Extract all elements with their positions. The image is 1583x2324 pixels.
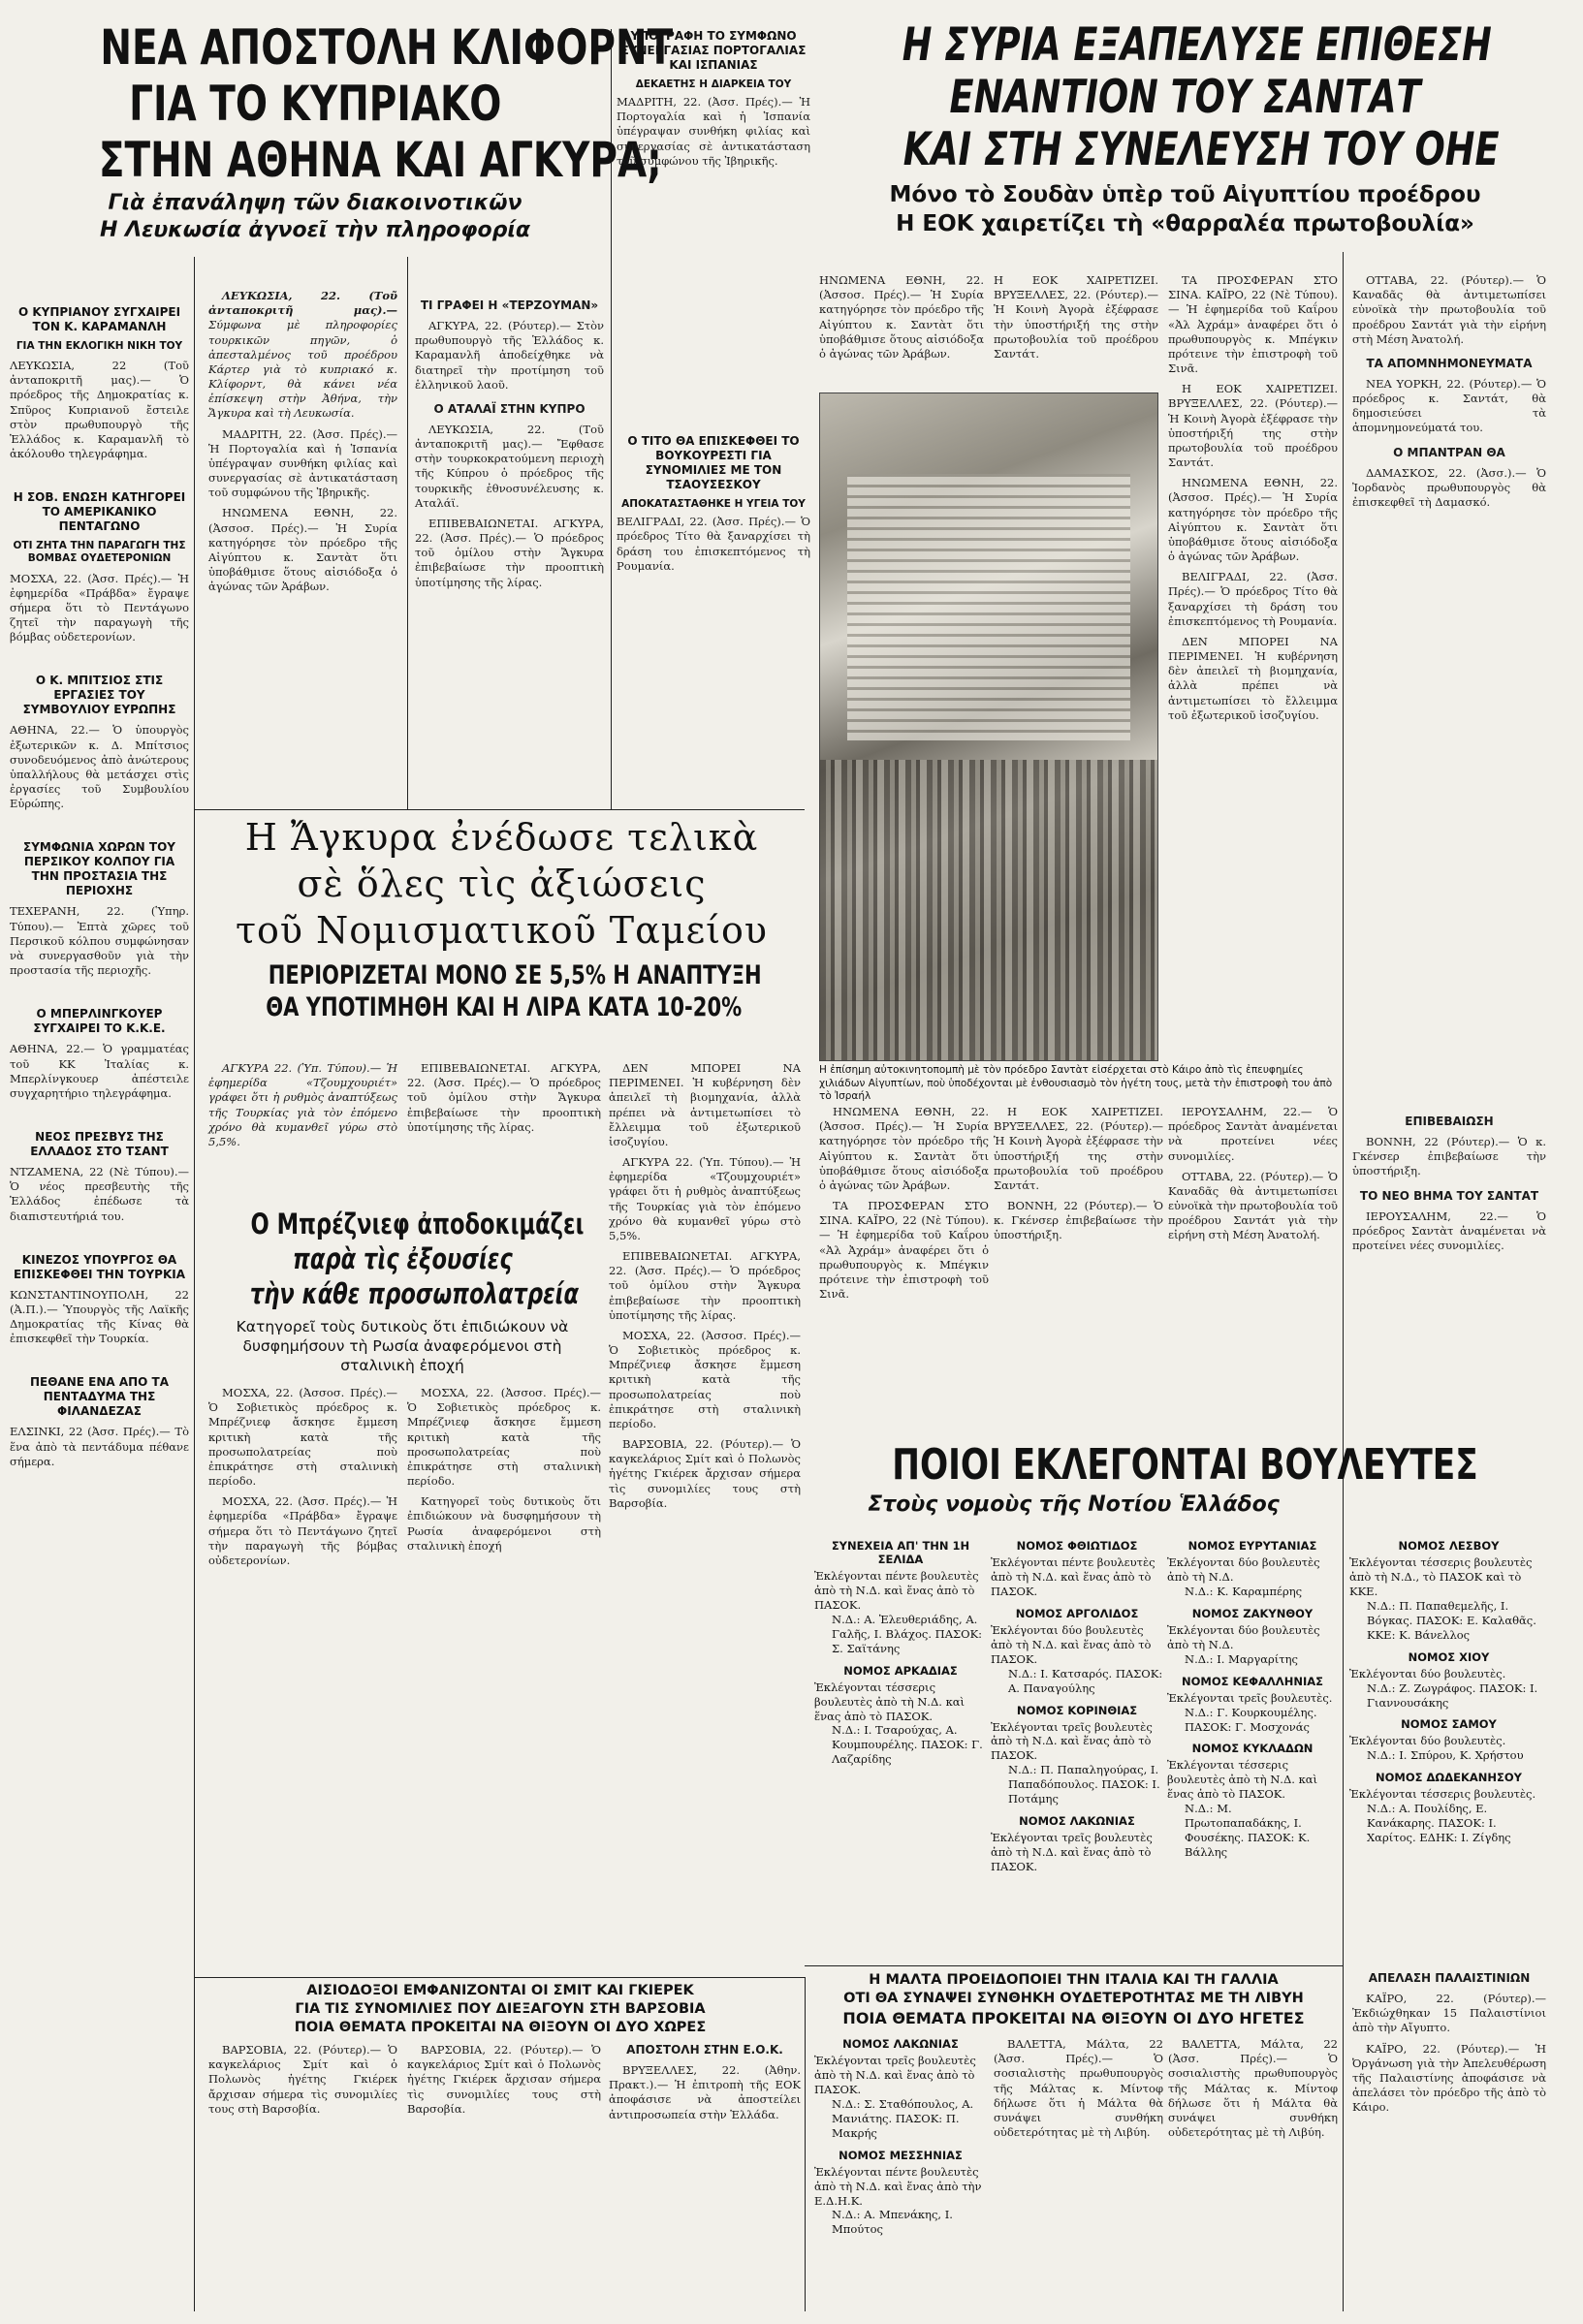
district-text: Ἐκλέγονται πέντε βουλευτὲς ἀπὸ τὴ Ν.Δ. καὶ ἕνας ἀπὸ τὴν Ε.Δ.Η.Κ. [814, 2164, 982, 2208]
body-paragraph: ΜΟΣΧΑ, 22. (Ἀσσ. Πρές).— Ἡ ἐφημερίδα «Πράβδα» ἔγραψε σήμερα ὅτι τὸ Πεντάγωνο ζητεῖ τὴν παραγωγὴ τῆς βόμβας οὐδετερονίων. [208, 1494, 397, 1567]
district-heading: ΝΟΜΟΣ ΖΑΚΥΝΘΟΥ [1191, 1606, 1314, 1620]
body-paragraph: ΤΑ ΠΡΟΣΦΕΡΑΝ ΣΤΟ ΣΙΝΑ. ΚΑΪΡΟ, 22 (Νὲ Τύπου).— Ἡ ἐφημερίδα τοῦ Καΐρου «Ἀλ Ἀχράμ» ἀναφέρει ὅτι ὁ πρωθυπουργὸς κ. Μπέγκιν πρότεινε τὴν ἐπιστροφὴ τοῦ Σινᾶ. [1168, 273, 1338, 376]
subhead: ΘΑ ΥΠΟΤΙΜΗΘΗ ΚΑΙ Η ΛΙΡΑ ΚΑΤΑ 10-20% [266, 992, 743, 1022]
body-paragraph: ΕΠΙΒΕΒΑΙΩΝΕΤΑΙ. ΑΓΚΥΡΑ, 22. (Ἀσσ. Πρές).— Ὁ πρόεδρος τοῦ ὁμίλου στὴν Ἄγκυρα ἐπιβεβαίωσε τὴν προοπτικὴ ὑποτίμησης τῆς λίρας. [407, 1061, 601, 1134]
district-names: Ν.Δ.: Α. Πουλίδης, Ε. Κανάκαρης. ΠΑΣΟΚ: Ι. Χαρίτος. ΕΔΗΚ: Ι. Ζίγδης [1367, 1802, 1511, 1845]
sidebar-title: ΣΥΜΦΩΝΙΑ ΧΩΡΩΝ ΤΟΥ ΠΕΡΣΙΚΟΥ ΚΟΛΠΟΥ ΓΙΑ ΤΗΝ ΠΡΟΣΤΑΣΙΑ ΤΗΣ ΠΕΡΙΟΧΗΣ [23, 840, 175, 898]
district-heading: ΝΟΜΟΣ ΧΙΟΥ [1408, 1649, 1490, 1664]
body-paragraph: ΔΑΜΑΣΚΟΣ, 22. (Ἀσσ.).— Ὁ Ἰορδανὸς πρωθυπουργὸς θὰ ἐπισκεφθεῖ τὴ Δαμασκό. [1352, 465, 1546, 509]
body-paragraph: ΒΕΛΙΓΡΑΔΙ, 22. (Ἀσσ. Πρές).— Ὁ πρόεδρος Τίτο θὰ ξαναρχίσει τὴ δράση του ἐπισκεπτόμενος τὴ Ρουμανία. [1168, 570, 1338, 628]
body-paragraph: ΙΕΡΟΥΣΑΛΗΜ, 22.— Ὁ πρόεδρος Σαντὰτ ἀναμένεται νὰ προτείνει νέες συνομιλίες. [1168, 1105, 1338, 1163]
sidebar-text: ΝΤΖΑΜΕΝΑ, 22 (Νὲ Τύπου).— Ὁ νέος πρεσβευτὴς τῆς Ἑλλάδος ἐπέδωσε τὰ διαπιστευτήριά του. [10, 1165, 189, 1223]
sidebar-title: ΚΙΝΕΖΟΣ ΥΠΟΥΡΓΟΣ ΘΑ ΕΠΙΣΚΕΦΘΕΙ ΤΗΝ ΤΟΥΡΚΙΑ [13, 1252, 185, 1281]
headline-line-2: σὲ ὅλες τὶς ἀξιώσεις [297, 863, 707, 905]
body-paragraph: ΚΑΪΡΟ, 22. (Ρόυτερ).— Ἐκδιώχθηκαν 15 Παλαιστίνιοι ἀπὸ τὴν Αἴγυπτο. [1352, 1992, 1546, 2035]
sidebar-sub: ΟΤΙ ΖΗΤΑ ΤΗΝ ΠΑΡΑΓΩΓΗ ΤΗΣ ΒΟΜΒΑΣ ΟΥΔΕΤΕΡΟΝΙΩΝ [13, 540, 186, 565]
district-text: Ἐκλέγονται δύο βουλευτὲς. [1349, 1666, 1506, 1680]
story-divider [194, 1977, 805, 1978]
body-paragraph: ΒΟΝΝΗ, 22 (Ρόυτερ).— Ὁ κ. Γκένσερ ἐπιβεβαίωσε τὴν ὑποστήριξη. [994, 1199, 1163, 1242]
sidebar-text: ΜΟΣΧΑ, 22. (Ἀσσ. Πρές).— Ἡ ἐφημερίδα «Πράβδα» ἔγραψε σήμερα ὅτι τὸ Πεντάγωνο ζητεῖ τὴν παραγωγὴ τῆς βόμβας οὐδετερονίων. [10, 571, 189, 644]
headline-line-3: τὴν κάθε προσωπολατρεία [249, 1277, 580, 1310]
district-heading: ΝΟΜΟΣ ΛΕΣΒΟΥ [1398, 1539, 1500, 1553]
body-paragraph: Η ΕΟΚ ΧΑΙΡΕΤΙΖΕΙ. ΒΡΥΞΕΛΛΕΣ, 22. (Ρόυτερ).— Ἡ Κοινὴ Ἀγορὰ ἐξέφρασε τὴν ὑποστήριξή της στὴν πρωτοβουλία τοῦ προέδρου Σαντάτ. [994, 1105, 1163, 1192]
elections-continued: ΣΥΝΕΧΕΙΑ ΑΠ' ΤΗΝ 1Η ΣΕΛΙΔΑ [831, 1539, 970, 1566]
body-paragraph: ΗΝΩΜΕΝΑ ΕΘΝΗ, 22. (Ἀσσοσ. Πρές).— Ἡ Συρία κατηγόρησε τὸν πρόεδρο τῆς Αἰγύπτου κ. Σαντὰτ ὅτι ὑποβάθμισε ὅτους αἰσιόδοξα ὁ ἀγώνας τῶν Ἀράβων. [1168, 476, 1338, 564]
story-title: ΥΠΟΓΡΑΦΗ ΤΟ ΣΥΜΦΩΝΟ ΣΥΝΕΡΓΑΣΙΑΣ ΠΟΡΤΟΓΑΛΙΑΣ ΚΑΙ ΙΣΠΑΝΙΑΣ [620, 29, 807, 72]
smith-story-header [199, 1982, 802, 2038]
body-paragraph: ΝΕΑ ΥΟΡΚΗ, 22. (Ρόυτερ).— Ὁ πρόεδρος κ. Σαντάτ, θὰ δημοσιεύσει τὰ ἀπομνημονεύματά του. [1352, 376, 1546, 435]
headline-line-1: Η Ἄγκυρα ἐνέδωσε τελικὰ [244, 816, 759, 859]
district-names: Ν.Δ.: Π. Παπαθεμελῆς, Ι. Βόγκας. ΠΑΣΟΚ: Ε. Καλαθᾶς. ΚΚΕ: Κ. Βάνελλος [1367, 1598, 1536, 1642]
elections-col-cont [814, 2037, 987, 2313]
district-names: Ν.Δ.: Μ. Πρωτοπαπαδάκης, Ι. Φουσέκης. ΠΑΣΟΚ: Κ. Βάλλης [1185, 1802, 1311, 1860]
headline-line-1: Ο Μπρέζνιεφ ἀποδοκιμάζει [250, 1208, 585, 1241]
story-title: ΤΟ ΝΕΟ ΒΗΜΑ ΤΟΥ ΣΑΝΤΑΤ [1359, 1188, 1539, 1203]
body-paragraph: ΑΓΚΥΡΑ 22. (Ὑπ. Τύπου).— Ἡ ἐφημερίδα «Τζουμχουριέτ» γράφει ὅτι ἡ ρυθμὸς ἀναπτύξεως τῆς Τουρκίας γιὰ τὸν ἐπόμενο χρόνο θὰ κυμανθεῖ γύρω στὸ 5,5%. [208, 1061, 397, 1148]
body-paragraph: ΔΕΝ ΜΠΟΡΕΙ ΝΑ ΠΕΡΙΜΕΝΕΙ. Ἡ κυβέρνηση δὲν ἀπειλεῖ τὴ βιομηχανία, ἀλλὰ πρέπει νὰ ἀντιμετωπίσει τὸ ἔλλειμμα τοῦ ἐξωτερικοῦ ἰσοζυγίου. [609, 1061, 801, 1148]
body-paragraph: Η ΕΟΚ ΧΑΙΡΕΤΙΖΕΙ. ΒΡΥΞΕΛΛΕΣ, 22. (Ρόυτερ).— Ἡ Κοινὴ Ἀγορὰ ἐξέφρασε τὴν ὑποστήριξή της στὴν πρωτοβουλία τοῦ προέδρου Σαντάτ. [1168, 382, 1338, 470]
right-text-col-3 [1168, 273, 1338, 1068]
sidebar-item [10, 1375, 189, 1469]
sidebar-text: ΑΘΗΝΑ, 22.— Ὁ ὑπουργὸς ἐξωτερικῶν κ. Δ. Μπίτσιος συνοδευόμενος ἀπὸ ἀνώτερους ὑπαλλήλους θὰ μετάσχει στὶς ἐργασίες τοῦ Συμβουλίου Εὐρώπης. [10, 723, 189, 811]
district-text: Ἐκλέγονται πέντε βουλευτὲς ἀπὸ τὴ Ν.Δ. καὶ ἕνας ἀπὸ τὸ ΠΑΣΟΚ. [814, 1569, 979, 1612]
district-names: Ν.Δ.: Σ. Σταθόπουλος, Α. Μανιάτης. ΠΑΣΟΚ: Π. Μακρής [832, 2096, 974, 2140]
body-paragraph: ΒΑΡΣΟΒΙΑ, 22. (Ρόυτερ).— Ὁ καγκελάριος Σμίτ καὶ ὁ Πολωνὸς ἡγέτης Γκιέρεκ ἄρχισαν σήμερα τὶς συνομιλίες τους στὴ Βαρσοβία. [407, 2043, 601, 2116]
body-paragraph: ΜΑΔΡΙΤΗ, 22. (Ἀσσ. Πρές).— Ἡ Πορτογαλία καὶ ἡ Ἱσπανία ὑπέγραψαν συνθήκη φιλίας καὶ συνεργασίας σὲ ἀντικατάσταση τοῦ συμφώνου τῆς Ἰβηρικῆς. [208, 426, 397, 500]
district-names: Ν.Δ.: Κ. Καραμπέρης [1185, 1584, 1303, 1598]
brezhnev-text-col-2 [407, 1386, 601, 1967]
sidebar-item [10, 490, 189, 644]
story-title: ΕΠΙΒΕΒΑΙΩΣΗ [1405, 1115, 1494, 1128]
imf-text-col-2 [407, 1061, 601, 1207]
story-title: ΟΤΙ ΘΑ ΣΥΝΑΨΕΙ ΣΥΝΘΗΚΗ ΟΥΔΕΤΕΡΟΤΗΤΑΣ ΜΕ ΤΗ ΛΙΒΥΗ [843, 1991, 1304, 2006]
sidebar-title: ΝΕΟΣ ΠΡΕΣΒΥΣ ΤΗΣ ΕΛΛΑΔΟΣ ΣΤΟ ΤΣΑΝΤ [30, 1130, 169, 1159]
far-right-text-2 [1352, 1105, 1546, 1434]
subhead: Γιὰ ἐπανάληψη τῶν διακοινοτικῶν [108, 191, 522, 215]
district-heading: ΝΟΜΟΣ ΚΟΡΙΝΘΙΑΣ [1016, 1703, 1138, 1717]
sidebar-item [10, 674, 189, 811]
district-names: Ν.Δ.: Γ. Κουρκουμέλης. ΠΑΣΟΚ: Γ. Μοσχονάς [1185, 1705, 1317, 1734]
story-title: ΑΠΟΣΤΟΛΗ ΣΤΗΝ Ε.Ο.Κ. [626, 2043, 783, 2057]
body-paragraph: ΟΤΤΑΒΑ, 22. (Ρόυτερ).— Ὁ Καναδᾶς θὰ ἀντιμετωπίσει εὐνοϊκὰ τὴν πρωτοβουλία τοῦ προέδρου Σαντάτ γιὰ τὴν εἰρήνη στὴ Μέση Ἀνατολή. [1352, 273, 1546, 346]
sidebar-text: ΤΕΧΕΡΑΝΗ, 22. (Ὑπηρ. Τύπου).— Ἑπτὰ χῶρες τοῦ Περσικοῦ κόλπου συμφώνησαν νὰ συνεργασθοῦν γιὰ τὴν προστασία τῆς περιοχῆς. [10, 904, 189, 978]
body-paragraph: ΑΓΚΥΡΑ 22. (Ὑπ. Τύπου).— Ἡ ἐφημερίδα «Τζουμχουριέτ» γράφει ὅτι ἡ ρυθμὸς ἀναπτύξεως τῆς Τουρκίας γιὰ τὸν ἐπόμενο χρόνο θὰ κυμανθεῖ γύρω στὸ 5,5%. [609, 1155, 801, 1242]
district-names: Ν.Δ.: Ι. Τσαρούχας, Α. Κουμπουρέλης. ΠΑΣΟΚ: Γ. Λαζαρίδης [832, 1723, 983, 1767]
district-text: Ἐκλέγονται πέντε βουλευτὲς ἀπὸ τὴ Ν.Δ. καὶ ἕνας ἀπὸ τὸ ΠΑΣΟΚ. [991, 1555, 1156, 1598]
elections-header [809, 1439, 1478, 1531]
story-sub: ΔΕΚΑΕΤΗΣ Η ΔΙΑΡΚΕΙΑ ΤΟΥ [635, 79, 792, 90]
headline-line-3: ΚΑΙ ΣΤΗ ΣΥΝΕΛΕΥΣΗ ΤΟΥ ΟΗΕ [902, 123, 1500, 176]
malta-text-col-1 [994, 2037, 1163, 2313]
right-text-col-2: Η ΕΟΚ ΧΑΙΡΕΤΙΖΕΙ. ΒΡΥΞΕΛΛΕΣ, 22. (Ρόυτερ).— Ἡ Κοινὴ Ἀγορὰ ἐξέφρασε τὴν ὑποστήριξή της στὴν πρωτοβουλία τοῦ προέδρου Σαντάτ. [994, 273, 1158, 361]
malta-text-col-2 [1168, 2037, 1338, 2313]
lead-text: Σύμφωνα μὲ πληροφορίες τουρκικῶν πηγῶν, ὁ ἀπεσταλμένος τοῦ προέδρου Κάρτερ γιὰ τὸ κυπριακό κ. Κλίφορντ, θὰ κάνει νέα ἐπίσκεψη στὴν Ἀθήνα, τὴν Ἄγκυρα καὶ τὴ Λευκωσία. [208, 318, 397, 421]
district-text: Ἐκλέγονται τέσσερις βουλευτὲς ἀπὸ τὴ Ν.Δ. καὶ ἕνας ἀπὸ τὸ ΠΑΣΟΚ. [814, 1680, 966, 1723]
center-column [617, 29, 810, 804]
district-heading: ΝΟΜΟΣ ΦΘΙΩΤΙΔΟΣ [1016, 1539, 1138, 1553]
right-text-col-4 [819, 1105, 989, 1434]
district-heading: ΝΟΜΟΣ ΔΩΔΕΚΑΝΗΣΟΥ [1376, 1771, 1522, 1785]
news-photo [819, 393, 1158, 1061]
district-heading: ΝΟΜΟΣ ΛΑΚΩΝΙΑΣ [1019, 1814, 1135, 1829]
story-title: ΓΙΑ ΤΙΣ ΣΥΝΟΜΙΛΙΕΣ ΠΟΥ ΔΙΕΞΑΓΟΥΝ ΣΤΗ ΒΑΡΣΟΒΙΑ [295, 2001, 706, 2017]
elections-col-4 [1349, 1539, 1548, 1961]
headline-line-1: ΝΕΑ ΑΠΟΣΤΟΛΗ ΚΛΙΦΟΡΝΤ [100, 19, 674, 76]
district-text: Ἐκλέγονται δύο βουλευτὲς ἀπὸ τὴ Ν.Δ. [1167, 1555, 1320, 1584]
dateline: ΛΕΥΚΩΣΙΑ, 22. (Τοῦ ἀνταποκριτῆ μας).— [208, 289, 397, 318]
body-paragraph: ΜΟΣΧΑ, 22. (Ἀσσοσ. Πρές).— Ὁ Σοβιετικὸς πρόεδρος κ. Μπρέζνιεφ ἄσκησε ἔμμεση κριτικὴ κατὰ τῆς προσωπολατρείας ποὺ ἐπικράτησε στὴ σταλινικὴ περίοδο. [208, 1386, 397, 1489]
sidebar-title: ΠΕΘΑΝΕ ΕΝΑ ΑΠΟ ΤΑ ΠΕΝΤΑΔΥΜΑ ΤΗΣ ΦΙΛΑΝΔΕΖΑΣ [29, 1375, 170, 1419]
story-divider [805, 1965, 1343, 1966]
district-text: Ἐκλέγονται τρεῖς βουλευτὲς ἀπὸ τὴ Ν.Δ. καὶ ἕνας ἀπὸ τὸ ΠΑΣΟΚ. [991, 1719, 1153, 1763]
district-names: Ν.Δ.: Α. Μπενάκης, Ι. Μπούτος [832, 2208, 953, 2237]
right-text-col-1: ΗΝΩΜΕΝΑ ΕΘΝΗ, 22. (Ἀσσοσ. Πρές).— Ἡ Συρία κατηγόρησε τὸν πρόεδρο τῆς Αἰγύπτου κ. Σαντὰτ ὅτι ὑποβάθμισε ὅτους αἰσιόδοξα ὁ ἀγώνας τῶν Ἀράβων. [819, 273, 984, 361]
district-names: Ν.Δ.: Π. Παπαληγούρας, Ι. Παπαδόπουλος. ΠΑΣΟΚ: Ι. Ποτάμης [1008, 1763, 1160, 1806]
district-text: Ἐκλέγονται τρεῖς βουλευτὲς. [1167, 1690, 1333, 1705]
photo-caption: Η ἐπίσημη αὐτοκινητοπομπὴ μὲ τὸν πρόεδρο Σαντὰτ εἰσέρχεται στὸ Κάιρο ἀπὸ τὶς ἐπευφημίες χιλιάδων Αἰγυπτίων, ποὺ ὑποδέχονται μὲ ἐνθουσιασμὸ τὸν ἡγέτη τους, μετὰ τὴν ἐπιστροφὴ του ἀπὸ τὸ Ἰσραήλ [819, 1064, 1333, 1103]
district-heading: ΝΟΜΟΣ ΚΥΚΛΑΔΩΝ [1191, 1742, 1314, 1756]
district-heading: ΝΟΜΟΣ ΑΡΚΑΔΙΑΣ [843, 1663, 958, 1678]
district-text: Ἐκλέγονται τέσσερις βουλευτὲς ἀπὸ τὴ Ν.Δ., τὸ ΠΑΣΟΚ καὶ τὸ ΚΚΕ. [1349, 1555, 1533, 1598]
sidebar-sub: ΓΙΑ ΤΗΝ ΕΚΛΟΓΙΚΗ ΝΙΚΗ ΤΟΥ [16, 340, 183, 352]
sidebar-title: Ο Κ. ΜΠΙΤΣΙΟΣ ΣΤΙΣ ΕΡΓΑΣΙΕΣ ΤΟΥ ΣΥΜΒΟΥΛΙΟΥ ΕΥΡΩΠΗΣ [22, 674, 176, 717]
imf-story-header [199, 814, 805, 1052]
sidebar-text: ΑΘΗΝΑ, 22.— Ὁ γραμματέας τοῦ ΚΚ Ἰταλίας κ. Μπερλίνγκουερ ἀπέστειλε συγχαρητήριο τηλεγράφημα. [10, 1042, 189, 1100]
body-paragraph: ΑΓΚΥΡΑ, 22. (Ρόυτερ).— Στὸν πρωθυπουργὸ τῆς Ἑλλάδος κ. Καραμανλῆ ἀποδείχθηκε νὰ διατηρεῖ τὴν προτίμηση τοῦ ἑλληνικοῦ λαοῦ. [415, 319, 604, 392]
malta-story-header [809, 1971, 1338, 2031]
sidebar-text: ΛΕΥΚΩΣΙΑ, 22 (Τοῦ ἀνταποκριτῆ μας).— Ὁ πρόεδρος τῆς Δημοκρατίας κ. Σπῦρος Κυπριανοῦ ἔστειλε στὸν πρωθυπουργὸ τῆς Ἑλλάδος κ. Καραμανλῆ τὸ ἀκόλουθο τηλεγράφημα. [10, 359, 189, 461]
subhead: Μόνο τὸ Σουδὰν ὑπὲρ τοῦ Αἰγυπτίου προέδρου [889, 182, 1481, 207]
lead-text-col-1 [208, 289, 397, 798]
imf-text-col-1 [208, 1061, 397, 1207]
column-rule [805, 1977, 806, 2311]
sidebar-item [10, 1007, 189, 1101]
body-paragraph: ΗΝΩΜΕΝΑ ΕΘΝΗ, 22. (Ἀσσοσ. Πρές).— Ἡ Συρία κατηγόρησε τὸν πρόεδρο τῆς Αἰγύπτου κ. Σαντὰτ ὅτι ὑποβάθμισε ὅτους αἰσιόδοξα ὁ ἀγώνας τῶν Ἀράβων. [208, 506, 397, 594]
district-text: Ἐκλέγονται τέσσερις βουλευτὲς ἀπὸ τὴ Ν.Δ. καὶ ἕνας ἀπὸ τὸ ΠΑΣΟΚ. [1167, 1758, 1318, 1802]
body-paragraph: ΒΑΛΕΤΤΑ, Μάλτα, 22 (Ἀσσ. Πρές).— Ὁ σοσιαλιστὴς πρωθυπουργὸς τῆς Μάλτας κ. Μίντοφ δήλωσε ὅτι ἡ Μάλτα θὰ συνάψει συνθήκη οὐδετερότητας μὲ τὴ Λιβύη. [1168, 2037, 1338, 2140]
body-paragraph: ΒΡΥΞΕΛΛΕΣ, 22. (Ἀθην. Πρακτ.).— Ἡ ἐπιτροπὴ τῆς ΕΟΚ ἀποφάσισε νὰ ἀποστείλει ἀντιπροσωπεία στὴν Ἑλλάδα. [609, 2063, 801, 2121]
district-text: Ἐκλέγονται δύο βουλευτὲς ἀπὸ τὴ Ν.Δ. καὶ ἕνας ἀπὸ τὸ ΠΑΣΟΚ. [991, 1622, 1152, 1666]
subhead: Η Λευκωσία ἀγνοεῖ τὴν πληροφορία [99, 218, 531, 242]
district-heading: ΝΟΜΟΣ ΣΑΜΟΥ [1401, 1717, 1497, 1732]
photo-buildings [847, 474, 1130, 740]
body-paragraph: ΕΠΙΒΕΒΑΙΩΝΕΤΑΙ. ΑΓΚΥΡΑ, 22. (Ἀσσ. Πρές).— Ὁ πρόεδρος τοῦ ὁμίλου στὴν Ἄγκυρα ἐπιβεβαίωσε τὴν προοπτικὴ ὑποτίμησης τῆς λίρας. [609, 1249, 801, 1322]
body-paragraph: ΜΟΣΧΑ, 22. (Ἀσσοσ. Πρές).— Ὁ Σοβιετικὸς πρόεδρος κ. Μπρέζνιεφ ἄσκησε ἔμμεση κριτικὴ κατὰ τῆς προσωπολατρείας ποὺ ἐπικράτησε στὴ σταλινικὴ περίοδο. [609, 1328, 801, 1430]
headline-line-3: ΣΤΗΝ ΑΘΗΝΑ ΚΑΙ ΑΓΚΥΡΑ; [98, 132, 662, 188]
sidebar-item [10, 305, 189, 461]
district-names: Ν.Δ.: Ι. Κατσαρός. ΠΑΣΟΚ: Α. Παναγούλης [1008, 1666, 1163, 1695]
body-paragraph: ΕΠΙΒΕΒΑΙΩΝΕΤΑΙ. ΑΓΚΥΡΑ, 22. (Ἀσσ. Πρές).— Ὁ πρόεδρος τοῦ ὁμίλου στὴν Ἄγκυρα ἐπιβεβαίωσε τὴν προοπτικὴ ὑποτίμησης τῆς λίρας. [415, 516, 604, 589]
elections-col-3 [1167, 1539, 1338, 1961]
sidebar-text: ΚΩΝΣΤΑΝΤΙΝΟΥΠΟΛΗ, 22 (Ἀ.Π.).— Ὑπουργὸς τῆς Λαϊκῆς Δημοκρατίας τῆς Κίνας θὰ ἐπισκεφθεῖ τὴν Τουρκία. [10, 1287, 189, 1346]
district-heading: ΝΟΜΟΣ ΑΡΓΟΛΙΔΟΣ [1015, 1606, 1139, 1620]
sidebar-item [10, 840, 189, 978]
district-names: Ν.Δ.: Α. Ἐλευθεριάδης, Α. Γαλῆς, Ι. Βλάχος. ΠΑΣΟΚ: Σ. Σαϊτάνης [832, 1612, 983, 1655]
body-paragraph: ΒΑΡΣΟΒΙΑ, 22. (Ρόυτερ).— Ὁ καγκελάριος Σμίτ καὶ ὁ Πολωνὸς ἡγέτης Γκιέρεκ ἄρχισαν σήμερα τὶς συνομιλίες τους στὴ Βαρσοβία. [609, 1437, 801, 1510]
right-text-col-6 [1168, 1105, 1338, 1434]
story-title: ΠΟΙΑ ΘΕΜΑΤΑ ΠΡΟΚΕΙΤΑΙ ΝΑ ΘΙΞΟΥΝ ΟΙ ΔΥΟ ΧΩΡΕΣ [294, 2020, 707, 2035]
district-names: Ν.Δ.: Ζ. Ζωγράφος. ΠΑΣΟΚ: Ι. Γιαννουσάκης [1367, 1680, 1538, 1710]
body-paragraph: ΜΟΣΧΑ, 22. (Ἀσσοσ. Πρές).— Ὁ Σοβιετικὸς πρόεδρος κ. Μπρέζνιεφ ἄσκησε ἔμμεση κριτικὴ κατὰ τῆς προσωπολατρείας ποὺ ἐπικράτησε στὴ σταλινικὴ περίοδο. [407, 1386, 601, 1489]
elections-col-2 [991, 1539, 1163, 1961]
imf-text-col-3 [609, 1061, 801, 1963]
sidebar-item [10, 1253, 189, 1347]
body-paragraph: ΟΤΤΑΒΑ, 22. (Ρόυτερ).— Ὁ Καναδᾶς θὰ ἀντιμετωπίσει εὐνοϊκὰ τὴν πρωτοβουλία τοῦ προέδρου Σαντάτ γιὰ τὴν εἰρήνη στὴ Μέση Ἀνατολή. [1168, 1169, 1338, 1242]
story-text: ΜΑΔΡΙΤΗ, 22. (Ἀσσ. Πρές).— Ἡ Πορτογαλία καὶ ἡ Ἱσπανία ὑπέγραψαν συνθήκη φιλίας καὶ συνεργασίας σὲ ἀντικατάσταση τοῦ συμφώνου τῆς Ἰβηρικῆς. [617, 95, 810, 168]
story-divider [194, 809, 805, 810]
elections-headline: ΠΟΙΟΙ ΕΚΛΕΓΟΝΤΑΙ ΒΟΥΛΕΥΤΕΣ [892, 1440, 1478, 1490]
story-title: ΑΠΕΛΑΣΗ ΠΑΛΑΙΣΤΙΝΙΩΝ [1368, 1971, 1531, 1985]
sidebar-item [10, 1130, 189, 1224]
lead-text-col-2 [415, 289, 604, 798]
district-names: Ν.Δ.: Ι. Μαργαρίτης [1185, 1651, 1298, 1666]
story-title: ΠΟΙΑ ΘΕΜΑΤΑ ΠΡΟΚΕΙΤΑΙ ΝΑ ΘΙΞΟΥΝ ΟΙ ΔΥΟ ΗΓΕΤΕΣ [842, 2009, 1305, 2027]
story-title: Ο ΜΠΑΝΤΡΑΝ ΘΑ [1393, 445, 1505, 459]
left-sidebar [10, 296, 189, 2311]
story-title: Η ΜΑΛΤΑ ΠΡΟΕΙΔΟΠΟΙΕΙ ΤΗΝ ΙΤΑΛΙΑ ΚΑΙ ΤΗ ΓΑΛΛΙΑ [869, 1972, 1279, 1988]
sidebar-title: Ο ΜΠΕΡΛΙΝΓΚΟΥΕΡ ΣΥΓΧΑΙΡΕΙ ΤΟ Κ.Κ.Ε. [33, 1007, 166, 1036]
headline-line-2: παρὰ τὶς ἐξουσίες [292, 1242, 513, 1275]
kicker: Ο ΑΤΑΛΑΪ ΣΤΗΝ ΚΥΠΡΟ [433, 401, 586, 416]
sidebar-text: ΕΛΣΙΝΚΙ, 22 (Ἀσσ. Πρές).— Τὸ ἕνα ἀπὸ τὰ πεντάδυμα πέθανε σήμερα. [10, 1425, 189, 1468]
sidebar-title: Ο ΚΥΠΡΙΑΝΟΥ ΣΥΓΧΑΙΡΕΙ ΤΟΝ Κ. ΚΑΡΑΜΑΝΛΗ [17, 305, 181, 333]
district-text: Ἐκλέγονται δύο βουλευτὲς ἀπὸ τὴ Ν.Δ. [1167, 1622, 1320, 1651]
story-title: ΤΑ ΑΠΟΜΝΗΜΟΝΕΥΜΑΤΑ [1366, 356, 1533, 370]
story-title: Ο ΤΙΤΟ ΘΑ ΕΠΙΣΚΕΦΘΕΙ ΤΟ ΒΟΥΚΟΥΡΕΣΤΙ ΓΙΑ ΣΥΝΟΜΙΛΙΕΣ ΜΕ ΤΟΝ ΤΣΑΟΥΣΕΣΚΟΥ [627, 434, 800, 492]
district-text: Ἐκλέγονται δύο βουλευτὲς. [1349, 1734, 1506, 1748]
column-rule [1343, 252, 1344, 2311]
body-paragraph: ΒΑΛΕΤΤΑ, Μάλτα, 22 (Ἀσσ. Πρές).— Ὁ σοσιαλιστὴς πρωθυπουργὸς τῆς Μάλτας κ. Μίντοφ δήλωσε ὅτι ἡ Μάλτα θὰ συνάψει συνθήκη οὐδετερότητας μὲ τὴ Λιβύη. [994, 2037, 1163, 2140]
elections-col-1 [814, 1539, 987, 1961]
subhead: Κατηγορεῖ τοὺς δυτικοὺς ὅτι ἐπιδιώκουν νὰ δυσφημήσουν τὴ Ρωσία ἀναφερόμενοι στὴ σταλινικὴ ἐποχή [236, 1318, 569, 1374]
right-text-col-5 [994, 1105, 1163, 1434]
column-rule [194, 257, 195, 2311]
smith-text-col-2 [407, 2043, 601, 2314]
district-text: Ἐκλέγονται τρεῖς βουλευτὲς ἀπὸ τὴ Ν.Δ. καὶ ἕνας ἀπὸ τὸ ΠΑΣΟΚ. [991, 1831, 1153, 1873]
body-paragraph: ΒΑΡΣΟΒΙΑ, 22. (Ρόυτερ).— Ὁ καγκελάριος Σμίτ καὶ ὁ Πολωνὸς ἡγέτης Γκιέρεκ ἄρχισαν σήμερα τὶς συνομιλίες τους στὴ Βαρσοβία. [208, 2043, 397, 2116]
district-heading: ΝΟΜΟΣ ΚΕΦΑΛΛΗΝΙΑΣ [1181, 1674, 1323, 1688]
kicker: ΤΙ ΓΡΑΦΕΙ Η «ΤΕΡΖΟΥΜΑΝ» [420, 298, 599, 312]
story-sub: ΑΠΟΚΑΤΑΣΤΑΘΗΚΕ Η ΥΓΕΙΑ ΤΟΥ [621, 498, 806, 511]
lead-story-right [819, 19, 1551, 267]
body-paragraph: ΗΝΩΜΕΝΑ ΕΘΝΗ, 22. (Ἀσσοσ. Πρές).— Ἡ Συρία κατηγόρησε τὸν πρόεδρο τῆς Αἰγύπτου κ. Σαντὰτ ὅτι ὑποβάθμισε ὅτους αἰσιόδοξα ὁ ἀγώνας τῶν Ἀράβων. [819, 1105, 989, 1192]
body-paragraph: ΔΕΝ ΜΠΟΡΕΙ ΝΑ ΠΕΡΙΜΕΝΕΙ. Ἡ κυβέρνηση δὲν ἀπειλεῖ τὴ βιομηχανία, ἀλλὰ πρέπει νὰ ἀντιμετωπίσει τὸ ἔλλειμμα τοῦ ἐξωτερικοῦ ἰσοζυγίου. [1168, 634, 1338, 722]
smith-text-col-3 [609, 2043, 801, 2314]
elections-subhead: Στοὺς νομοὺς τῆς Νοτίου Ἑλλάδος [868, 1492, 1280, 1517]
far-right-bottom [1352, 1971, 1546, 2313]
sidebar-title: Η ΣΟΒ. ΕΝΩΣΗ ΚΑΤΗΓΟΡΕΙ ΤΟ ΑΜΕΡΙΚΑΝΙΚΟ ΠΕΝΤΑΓΩΝΟ [13, 490, 186, 534]
brezhnev-story-header [204, 1207, 601, 1381]
headline-line-3: τοῦ Νομισματικοῦ Ταμείου [235, 909, 769, 952]
smith-text-col-1 [208, 2043, 397, 2314]
headline-line-2: ΕΝΑΝΤΙΟΝ ΤΟΥ ΣΑΝΤΑΤ [949, 71, 1421, 124]
far-right-text [1352, 273, 1546, 1068]
lead-story-left [19, 19, 674, 257]
body-paragraph: ΛΕΥΚΩΣΙΑ, 22. (Τοῦ ἀνταποκριτῆ μας).— Ἔφθασε στὴν τουρκοκρατούμενη περιοχὴ τῆς Κύπρου ὁ πρόεδρος τῆς τουρκικῆς ἐθνοσυνέλευσης κ. Αταλάϊ. [415, 422, 604, 510]
district-heading: ΝΟΜΟΣ ΕΥΡΥΤΑΝΙΑΣ [1187, 1539, 1317, 1553]
headline-line-2: ΓΙΑ ΤΟ ΚΥΠΡΙΑΚΟ [128, 76, 502, 132]
district-text: Ἐκλέγονται τέσσερις βουλευτὲς. [1349, 1787, 1536, 1802]
story-title: ΑΙΣΙΟΔΟΞΟΙ ΕΜΦΑΝΙΖΟΝΤΑΙ ΟΙ ΣΜΙΤ ΚΑΙ ΓΚΙΕΡΕΚ [306, 1983, 694, 1998]
body-paragraph: ΙΕΡΟΥΣΑΛΗΜ, 22.— Ὁ πρόεδρος Σαντὰτ ἀναμένεται νὰ προτείνει νέες συνομιλίες. [1352, 1209, 1546, 1252]
subhead: Η ΕΟΚ χαιρετίζει τὴ «θαρραλέα πρωτοβουλία» [896, 211, 1474, 236]
column-rule [407, 257, 408, 809]
district-text: Ἐκλέγονται τρεῖς βουλευτὲς ἀπὸ τὴ Ν.Δ. καὶ ἕνας ἀπὸ τὸ ΠΑΣΟΚ. [814, 2054, 976, 2096]
story-text: ΒΕΛΙΓΡΑΔΙ, 22. (Ἀσσ. Πρές).— Ὁ πρόεδρος Τίτο θὰ ξαναρχίσει τὴ δράση του ἐπισκεπτόμενος τὴ Ρουμανία. [617, 515, 810, 573]
photo-crowd [820, 760, 1157, 1060]
body-paragraph: Κατηγορεῖ τοὺς δυτικοὺς ὅτι ἐπιδιώκουν νὰ δυσφημήσουν τὴ Ρωσία ἀναφερόμενοι στὴ σταλινικὴ ἐποχή [407, 1494, 601, 1553]
body-paragraph: ΚΑΪΡΟ, 22. (Ρόυτερ).— Ἡ Ὀργάνωση γιὰ τὴν Ἀπελευθέρωση τῆς Παλαιστίνης ἀποφάσισε νὰ ἀπελάσει τὸν πρόεδρο τῆς ἀπὸ τὸ Κάιρο. [1352, 2041, 1546, 2115]
body-paragraph: ΤΑ ΠΡΟΣΦΕΡΑΝ ΣΤΟ ΣΙΝΑ. ΚΑΪΡΟ, 22 (Νὲ Τύπου).— Ἡ ἐφημερίδα τοῦ Καΐρου «Ἀλ Ἀχράμ» ἀναφέρει ὅτι ὁ πρωθυπουργὸς κ. Μπέγκιν πρότεινε τὴν ἐπιστροφὴ τοῦ Σινᾶ. [819, 1199, 989, 1302]
district-names: Ν.Δ.: Ι. Σπύρου, Κ. Χρήστου [1367, 1748, 1524, 1763]
headline-line-1: Η ΣΥΡΙΑ ΕΞΑΠΕΛΥΣΕ ΕΠΙΘΕΣΗ [902, 18, 1492, 72]
body-paragraph: ΒΟΝΝΗ, 22 (Ρόυτερ).— Ὁ κ. Γκένσερ ἐπιβεβαίωσε τὴν ὑποστήριξη. [1352, 1135, 1546, 1178]
district-heading: ΝΟΜΟΣ ΛΑΚΩΝΙΑΣ [842, 2037, 959, 2051]
subhead: ΠΕΡΙΟΡΙΖΕΤΑΙ ΜΟΝΟ ΣΕ 5,5% Η ΑΝΑΠΤΥΞΗ [268, 960, 762, 990]
brezhnev-text-col-1 [208, 1386, 397, 1967]
district-heading: ΝΟΜΟΣ ΜΕΣΣΗΝΙΑΣ [839, 2148, 963, 2162]
